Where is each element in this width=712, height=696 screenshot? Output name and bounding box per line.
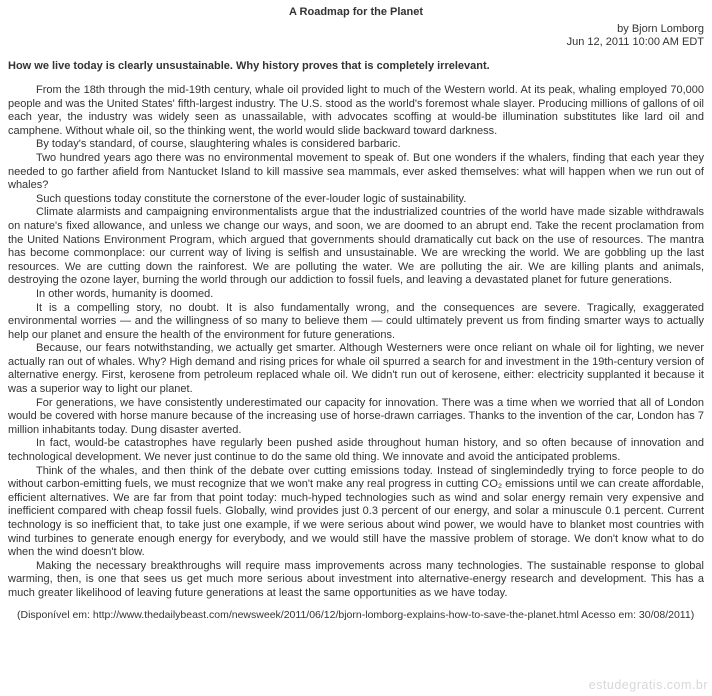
paragraph-1: From the 18th through the mid-19th century, whale oil provided light to much of the Western world. At its peak, whaling employed 70,000 people and was the United States' fifth-largest industry. The U.S. stood as the world's foremost whale slayer. Producing millions of gallons of oil each year, the industry was widely seen as unassailable, with advocates scoffing at would-be illumination substitutes like lard oil and camphene. Without whale oil, so the thinking went, the world would slide backward toward darkness.: [8, 84, 704, 137]
byline-block: [8, 23, 704, 49]
paragraph-11: Think of the whales, and then think of the debate over cutting emissions today. Instead of singlemindedly trying to force people to do without carbon-emitting fuels, we must recognize that we won't make any real progress in cutting CO₂ emissions until we can create affordable, efficient alternatives. We are far from that point today: much-hyped technologies such as wind and solar energy remain very expensive and inefficient compared with cheap fossil fuels. Globally, wind provides just 0.3 percent of our energy, and solar a minuscule 0.1 percent. Current technology is so inefficient that, to take just one example, if we were serious about wind power, we would have to blanket most countries with wind turbines to generate enough energy for everybody, and we would still have the massive problem of storage. We don't know what to do when the wind doesn't blow.: [8, 464, 704, 559]
paragraph-5: Climate alarmists and campaigning environmentalists argue that the industrialized countries of the world have made sizable withdrawals on nature's fixed allowance, and unless we change our ways, and soon, we are doomed to an abrupt end. Take the recent proclamation from the United Nations Environment Program, which argued that governments should dramatically cut back on the use of resources. The mantra has become commonplace: our current way of living is selfish and unsustainable. We are wrecking the world. We are gobbling up the last resources. We are cutting down the rainforest. We are polluting the water. We are polluting the air. We are killing plants and animals, destroying the ozone layer, burning the world through our addiction to fossil fuels, and leaving a devastated planet for future generations.: [8, 206, 704, 287]
byline: by Bjorn Lomborg: [617, 23, 704, 35]
paragraph-10: In fact, would-be catastrophes have regularly been pushed aside throughout human history, and so often because of innovation and technological development. We never just continue to do the same old thing. We innovate and avoid the anticipated problems.: [8, 437, 704, 464]
paragraph-8: Because, our fears notwithstanding, we actually get smarter. Although Westerners were once reliant on whale oil for lighting, we never actually ran out of whales. Why? High demand and rising prices for whale oil spurred a search for and investment in the 19th-century version of alternative energy. First, kerosene from petroleum replaced whale oil. We didn't run out of kerosene, either: electricity supplanted it because it was a superior way to light our planet.: [8, 342, 704, 396]
paragraph-4: Such questions today constitute the cornerstone of the ever-louder logic of sustainability.: [36, 192, 467, 205]
paragraph-9: For generations, we have consistently underestimated our capacity for innovation. There was a time when we worried that all of London would be covered with horse manure because of the increasing use of horse-drawn carriages. Thanks to the invention of the car, London has 7 million inhabitants today. Dung disaster averted.: [8, 396, 704, 436]
publish-date: Jun 12, 2011 10:00 AM EDT: [566, 36, 704, 48]
source-citation: (Disponível em: http://www.thedailybeast.com/newsweek/2011/06/12/bjorn-lomborg-explains-how-to-save-the-planet.html Acesso em: 30/08/2011): [17, 608, 695, 621]
paragraph-7: It is a compelling story, no doubt. It is also fundamentally wrong, and the consequences are severe. Tragically, exaggerated environmental worries — and the willingness of so many to believe them — could ultimately prevent us from finding smarter ways to actually help our planet and ensure the health of the environment for future generations.: [8, 301, 704, 341]
watermark: estudegratis.com.br: [588, 678, 708, 692]
paragraph-6: In other words, humanity is doomed.: [36, 287, 214, 300]
paragraph-12: Making the necessary breakthroughs will require mass improvements across many technologies. The sustainable response to global warming, then, is one that sees us get much more serious about investment into alternative-energy research and development. This has a much greater likelihood of leaving future generations at least the same opportunities as we have today.: [8, 559, 704, 599]
article-body: [8, 84, 704, 601]
page-title: A Roadmap for the Planet: [288, 6, 424, 18]
paragraph-2: By today's standard, of course, slaughtering whales is considered barbaric.: [36, 138, 401, 151]
article-subtitle: How we live today is clearly unsustainable. Why history proves that is completely irrelevant.: [8, 60, 490, 72]
paragraph-3: Two hundred years ago there was no environmental movement to speak of. But one wonders if the whalers, finding that each year they needed to go farther afield from Nantucket Island to kill massive sea mammals, ever asked themselves: what will happen when we run out of whales?: [8, 151, 704, 192]
